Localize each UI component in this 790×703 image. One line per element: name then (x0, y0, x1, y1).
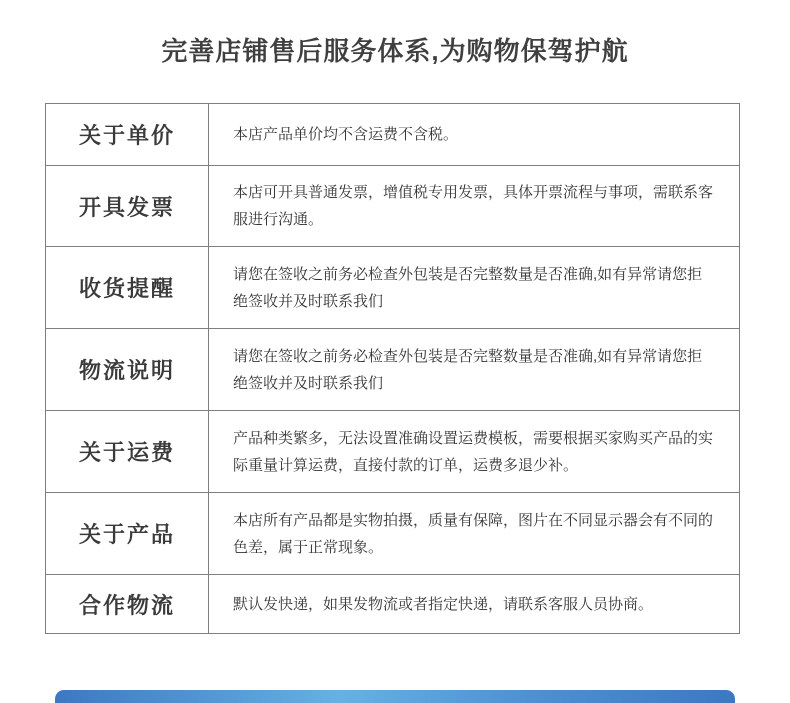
next-section-banner-cutoff (55, 690, 735, 703)
row-label: 关于产品 (46, 493, 209, 574)
row-label: 开具发票 (46, 166, 209, 246)
table-row (46, 329, 739, 411)
row-content: 请您在签收之前务必检查外包装是否完整数量是否准确,如有异常请您拒绝签收并及时联系我们 (233, 265, 703, 310)
table-row (46, 166, 739, 247)
row-content: 请您在签收之前务必检查外包装是否完整数量是否准确,如有异常请您拒绝签收并及时联系我们 (233, 347, 703, 392)
after-sales-service-table (45, 103, 740, 634)
row-label: 收货提醒 (46, 247, 209, 328)
row-content: 本店产品单价均不含运费不含税。 (233, 126, 459, 143)
row-content: 本店所有产品都是实物拍摄，质量有保障，图片在不同显示器会有不同的色差，属于正常现象。 (233, 511, 714, 556)
table-row (46, 575, 739, 633)
page-title: 完善店铺售后服务体系,为购物保驾护航 (161, 36, 629, 66)
table-row (46, 493, 739, 575)
row-label: 合作物流 (46, 575, 209, 633)
row-content: 默认发快递，如果发物流或者指定快递，请联系客服人员协商。 (233, 595, 654, 613)
row-label: 关于单价 (46, 104, 209, 165)
row-content: 本店可开具普通发票，增值税专用发票，具体开票流程与事项，需联系客服进行沟通。 (233, 184, 714, 228)
row-label: 关于运费 (46, 411, 209, 492)
table-row (46, 247, 739, 329)
table-row (46, 411, 739, 493)
row-label: 物流说明 (46, 329, 209, 410)
table-row (46, 104, 739, 166)
row-content: 产品种类繁多，无法设置准确设置运费模板，需要根据买家购买产品的实际重量计算运费，直接付款的订单，运费多退少补。 (233, 429, 714, 474)
